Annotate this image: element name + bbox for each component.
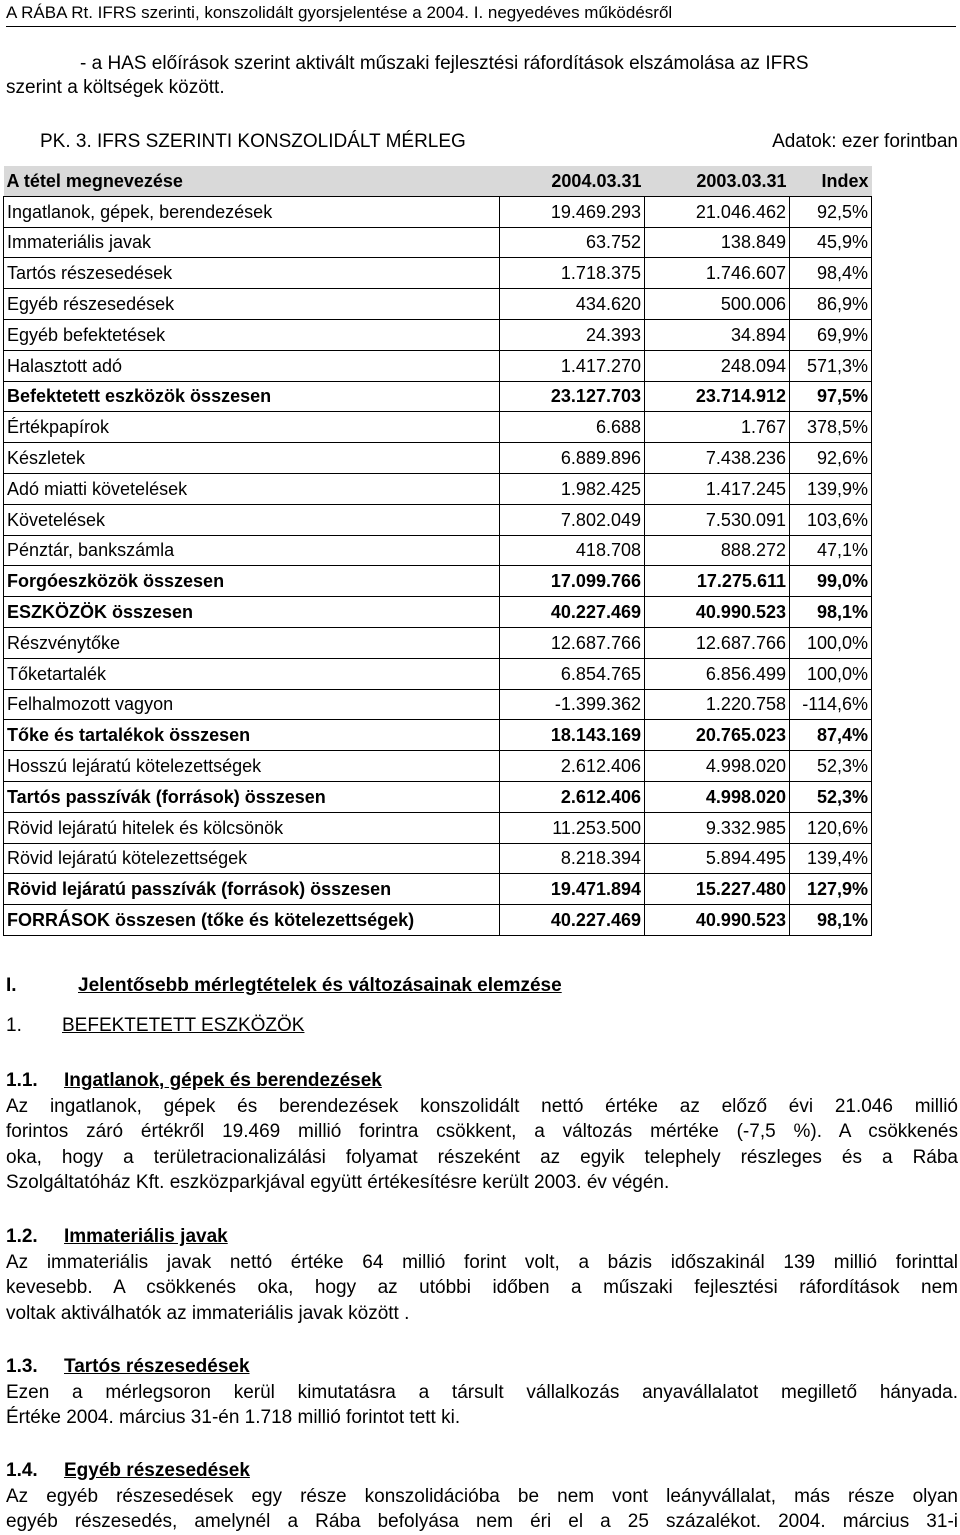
value-2003-cell: 1.220.758: [645, 689, 790, 720]
index-cell: 100,0%: [790, 627, 872, 658]
value-2003-cell: 20.765.023: [645, 720, 790, 751]
paragraph-line: forintos záró értékről 19.469 millió forintra csökkent, a változás mértéke (-7,5 %). A csökkenés: [6, 1121, 958, 1142]
table-row: [4, 381, 872, 412]
paragraph-line: Az immateriális javak nettó értéke 64 millió forint volt, a bázis időszakinál 139 millió forinttal: [6, 1251, 958, 1273]
value-2003-cell: 4.998.020: [645, 781, 790, 812]
row-name-cell: Hosszú lejáratú kötelezettségek: [4, 751, 500, 782]
table-row: [4, 627, 872, 658]
row-name-cell: FORRÁSOK összesen (tőke és kötelezettségek): [4, 905, 500, 936]
subsection: [6, 1458, 958, 1535]
value-2004-cell: 40.227.469: [500, 597, 645, 628]
index-cell: 98,4%: [790, 258, 872, 289]
index-cell: 98,1%: [790, 905, 872, 936]
section-1-title: BEFEKTETETT ESZKÖZÖK: [62, 1015, 305, 1036]
paragraph-line: egyéb részesedés, amelynél a Rába befolyása nem éri el a 25 százalékot. 2004. március 31-i: [6, 1511, 958, 1532]
row-name-cell: Értékpapírok: [4, 412, 500, 443]
value-2003-cell: 12.687.766: [645, 627, 790, 658]
subsection-heading: [6, 1354, 958, 1380]
value-2004-cell: 1.982.425: [500, 473, 645, 504]
value-2004-cell: 18.143.169: [500, 720, 645, 751]
value-2004-cell: 2.612.406: [500, 751, 645, 782]
table-row: [4, 412, 872, 443]
index-cell: 52,3%: [790, 781, 872, 812]
table-title-row: [40, 130, 958, 154]
table-header-row: [4, 166, 872, 196]
column-header-name: A tétel megnevezése: [4, 166, 500, 196]
value-2003-cell: 500.006: [645, 289, 790, 320]
subsection: [6, 1224, 958, 1326]
index-cell: 69,9%: [790, 319, 872, 350]
value-2003-cell: 21.046.462: [645, 196, 790, 227]
value-2003-cell: 138.849: [645, 227, 790, 258]
value-2003-cell: 888.272: [645, 535, 790, 566]
row-name-cell: Felhalmozott vagyon: [4, 689, 500, 720]
row-name-cell: Tőke és tartalékok összesen: [4, 720, 500, 751]
value-2003-cell: 40.990.523: [645, 905, 790, 936]
subsection-title: Egyéb részesedések: [64, 1460, 250, 1481]
table-row: [4, 319, 872, 350]
value-2003-cell: 17.275.611: [645, 566, 790, 597]
index-cell: -114,6%: [790, 689, 872, 720]
row-name-cell: Tartós passzívák (források) összesen: [4, 781, 500, 812]
table-row: [4, 227, 872, 258]
value-2003-cell: 4.998.020: [645, 751, 790, 782]
value-2003-cell: 34.894: [645, 319, 790, 350]
row-name-cell: Befektetett eszközök összesen: [4, 381, 500, 412]
subsection-heading: [6, 1458, 958, 1484]
balance-sheet-body: [4, 166, 872, 935]
section-I-heading: [6, 974, 956, 998]
value-2004-cell: 12.687.766: [500, 627, 645, 658]
index-cell: 139,9%: [790, 473, 872, 504]
value-2003-cell: 7.530.091: [645, 504, 790, 535]
subsection-number: 1.1.: [6, 1070, 38, 1091]
table-row: [4, 504, 872, 535]
value-2004-cell: 7.802.049: [500, 504, 645, 535]
index-cell: 100,0%: [790, 658, 872, 689]
table-row: [4, 720, 872, 751]
table-row: [4, 535, 872, 566]
paragraph-line: Ezen a mérlegsoron kerül kimutatásra a társult vállalkozás anyavállalatot megillető hányada.: [6, 1381, 958, 1403]
index-cell: 87,4%: [790, 720, 872, 751]
index-cell: 99,0%: [790, 566, 872, 597]
value-2004-cell: 434.620: [500, 289, 645, 320]
value-2003-cell: 9.332.985: [645, 812, 790, 843]
row-name-cell: Tartós részesedések: [4, 258, 500, 289]
value-2004-cell: 19.471.894: [500, 874, 645, 905]
value-2004-cell: 2.612.406: [500, 781, 645, 812]
value-2003-cell: 5.894.495: [645, 843, 790, 874]
value-2004-cell: 40.227.469: [500, 905, 645, 936]
row-name-cell: Rövid lejáratú hitelek és kölcsönök: [4, 812, 500, 843]
row-name-cell: Egyéb befektetések: [4, 319, 500, 350]
value-2004-cell: 6.854.765: [500, 658, 645, 689]
table-row: [4, 781, 872, 812]
row-name-cell: ESZKÖZÖK összesen: [4, 597, 500, 628]
balance-sheet-table: [3, 166, 872, 936]
section-I-number: I.: [6, 975, 17, 996]
paragraph-line: kevesebb. A csökkenés oka, hogy az utóbbi időben a műszaki fejlesztési ráfordítások nem: [6, 1277, 958, 1298]
table-row: [4, 443, 872, 474]
subsection-heading: [6, 1068, 958, 1094]
row-name-cell: Immateriális javak: [4, 227, 500, 258]
subsection-heading: [6, 1224, 958, 1250]
value-2003-cell: 40.990.523: [645, 597, 790, 628]
index-cell: 571,3%: [790, 350, 872, 381]
column-header-2004: 2004.03.31: [500, 166, 645, 196]
intro-line-1: - a HAS előírások szerint aktivált műszaki fejlesztési ráfordítások elszámolása az IFRS: [80, 53, 809, 74]
index-cell: 45,9%: [790, 227, 872, 258]
paragraph-line: oka, hogy a területracionalizálási folyamat részeként az egyik telephely részleges és a Rába: [6, 1146, 958, 1168]
table-row: [4, 350, 872, 381]
row-name-cell: Rövid lejáratú passzívák (források) összesen: [4, 874, 500, 905]
table-title: PK. 3. IFRS SZERINTI KONSZOLIDÁLT MÉRLEG: [40, 131, 466, 152]
subsection: [6, 1354, 958, 1431]
subsection-title: Ingatlanok, gépek és berendezések: [64, 1070, 382, 1091]
subsection-number: 1.2.: [6, 1226, 38, 1247]
table-row: [4, 905, 872, 936]
index-cell: 92,5%: [790, 196, 872, 227]
index-cell: 378,5%: [790, 412, 872, 443]
page-header: A RÁBA Rt. IFRS szerinti, konszolidált gyorsjelentése a 2004. I. negyedéves működésről: [6, 3, 956, 27]
value-2003-cell: 6.856.499: [645, 658, 790, 689]
value-2004-cell: 11.253.500: [500, 812, 645, 843]
row-name-cell: Forgóeszközök összesen: [4, 566, 500, 597]
value-2004-cell: 418.708: [500, 535, 645, 566]
value-2004-cell: 23.127.703: [500, 381, 645, 412]
value-2004-cell: -1.399.362: [500, 689, 645, 720]
subsection-title: Immateriális javak: [64, 1226, 228, 1247]
section-I-title: Jelentősebb mérlegtételek és változásainak elemzése: [78, 975, 562, 996]
value-2003-cell: 15.227.480: [645, 874, 790, 905]
table-row: [4, 689, 872, 720]
paragraph-line: Az ingatlanok, gépek és berendezések konszolidált nettó értéke az előző évi 21.046 millió: [6, 1095, 958, 1117]
subsection-number: 1.3.: [6, 1356, 38, 1377]
table-row: [4, 258, 872, 289]
row-name-cell: Rövid lejáratú kötelezettségek: [4, 843, 500, 874]
subsection-title: Tartós részesedések: [64, 1356, 250, 1377]
row-name-cell: Tőketartalék: [4, 658, 500, 689]
value-2004-cell: 17.099.766: [500, 566, 645, 597]
value-2003-cell: 23.714.912: [645, 381, 790, 412]
value-2004-cell: 24.393: [500, 319, 645, 350]
section-1-number: 1.: [6, 1015, 22, 1036]
table-row: [4, 196, 872, 227]
value-2004-cell: 6.889.896: [500, 443, 645, 474]
index-cell: 97,5%: [790, 381, 872, 412]
table-row: [4, 658, 872, 689]
index-cell: 92,6%: [790, 443, 872, 474]
value-2004-cell: 1.718.375: [500, 258, 645, 289]
row-name-cell: Adó miatti követelések: [4, 473, 500, 504]
table-row: [4, 843, 872, 874]
row-name-cell: Ingatlanok, gépek, berendezések: [4, 196, 500, 227]
paragraph-line: Szolgáltatóház Kft. eszközparkjával együtt értékesítésre került 2003. év végén.: [6, 1172, 670, 1193]
paragraph-line: Az egyéb részesedések egy része konszolidációba be nem vont leányvállalat, más része olyan: [6, 1485, 958, 1507]
table-row: [4, 597, 872, 628]
row-name-cell: Készletek: [4, 443, 500, 474]
row-name-cell: Követelések: [4, 504, 500, 535]
intro-line-2: szerint a költségek között.: [6, 77, 225, 98]
value-2004-cell: 8.218.394: [500, 843, 645, 874]
row-name-cell: Egyéb részesedések: [4, 289, 500, 320]
table-row: [4, 566, 872, 597]
section-1-heading: [6, 1014, 304, 1038]
intro-paragraph: [6, 52, 958, 100]
value-2004-cell: 1.417.270: [500, 350, 645, 381]
paragraph-line: voltak aktiválhatók az immateriális javak között .: [6, 1302, 410, 1324]
index-cell: 103,6%: [790, 504, 872, 535]
value-2003-cell: 7.438.236: [645, 443, 790, 474]
column-header-2003: 2003.03.31: [645, 166, 790, 196]
index-cell: 120,6%: [790, 812, 872, 843]
table-row: [4, 751, 872, 782]
column-header-index: Index: [790, 166, 872, 196]
table-row: [4, 874, 872, 905]
paragraph-line: Értéke 2004. március 31-én 1.718 millió forintot tett ki.: [6, 1407, 461, 1428]
index-cell: 47,1%: [790, 535, 872, 566]
row-name-cell: Halasztott adó: [4, 350, 500, 381]
subsection-number: 1.4.: [6, 1460, 38, 1481]
index-cell: 139,4%: [790, 843, 872, 874]
value-2004-cell: 63.752: [500, 227, 645, 258]
subsection: [6, 1068, 958, 1196]
table-row: [4, 473, 872, 504]
value-2004-cell: 6.688: [500, 412, 645, 443]
value-2003-cell: 1.746.607: [645, 258, 790, 289]
value-2003-cell: 1.767: [645, 412, 790, 443]
table-row: [4, 812, 872, 843]
index-cell: 52,3%: [790, 751, 872, 782]
index-cell: 86,9%: [790, 289, 872, 320]
value-2003-cell: 1.417.245: [645, 473, 790, 504]
index-cell: 127,9%: [790, 874, 872, 905]
value-2004-cell: 19.469.293: [500, 196, 645, 227]
value-2003-cell: 248.094: [645, 350, 790, 381]
row-name-cell: Részvénytőke: [4, 627, 500, 658]
index-cell: 98,1%: [790, 597, 872, 628]
table-row: [4, 289, 872, 320]
row-name-cell: Pénztár, bankszámla: [4, 535, 500, 566]
table-unit: Adatok: ezer forintban: [772, 131, 958, 152]
